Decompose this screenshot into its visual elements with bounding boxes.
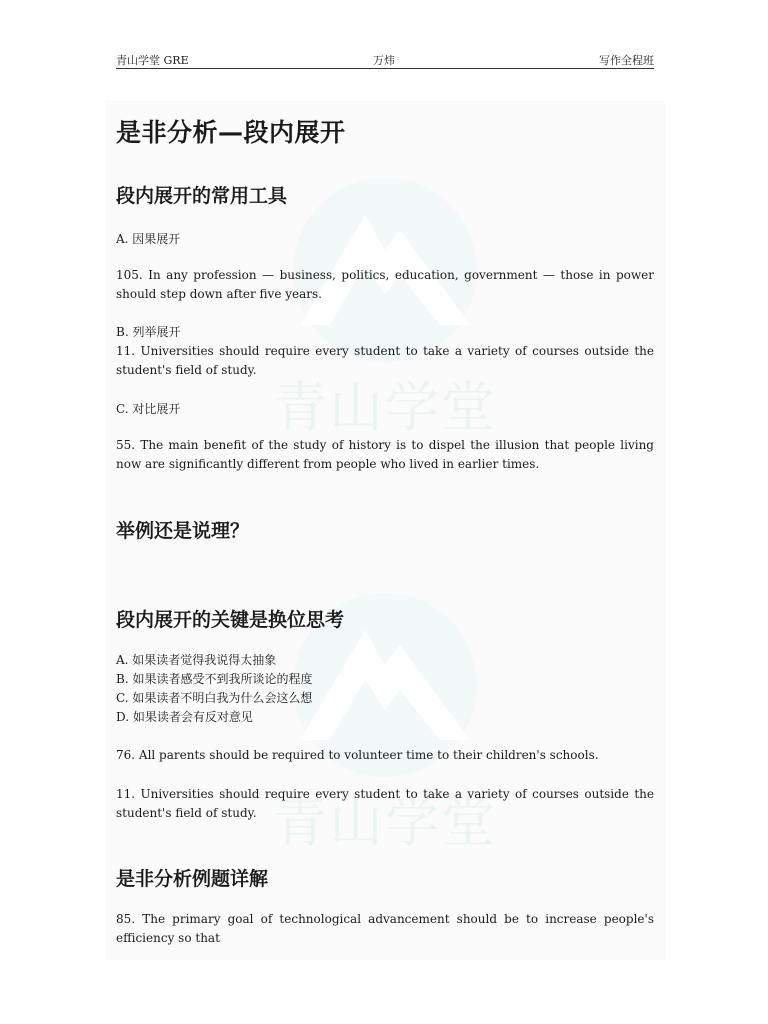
watermark-text: 青山学堂 bbox=[273, 791, 497, 854]
watermark-logo bbox=[260, 175, 510, 439]
page-title: 是非分析—段内展开 bbox=[116, 118, 346, 147]
page-header bbox=[116, 50, 654, 69]
list-label: B. 列举展开 bbox=[116, 325, 181, 339]
list-item: A. 如果读者觉得我说得太抽象 bbox=[116, 653, 277, 667]
prompt-text: 85. The primary goal of technological advancement should be to increase people's efficiency so that bbox=[116, 912, 654, 945]
list-item: D. 如果读者会有反对意见 bbox=[116, 710, 253, 724]
list-item: B. 如果读者感受不到我所谈论的程度 bbox=[116, 672, 313, 686]
header-right: 写作全程班 bbox=[599, 54, 654, 67]
section-heading: 举例还是说理？ bbox=[116, 520, 250, 542]
section-heading: 段内展开的常用工具 bbox=[116, 185, 288, 207]
watermark-text: 青山学堂 bbox=[273, 376, 497, 439]
prompt-text: 11. Universities should require every student to take a variety of courses outside the student's field of study. bbox=[116, 344, 654, 377]
prompt-text: 105. In any profession — business, politics, education, government — those in power should step down after five years. bbox=[116, 268, 654, 301]
list-item: C. 如果读者不明白我为什么会这么想 bbox=[116, 691, 313, 705]
section-heading: 是非分析例题详解 bbox=[116, 868, 269, 890]
list-label: C. 对比展开 bbox=[116, 402, 181, 416]
prompt-text: 11. Universities should require every student to take a variety of courses outside the student's field of study. bbox=[116, 787, 654, 820]
option-list bbox=[116, 651, 654, 727]
list-label: A. 因果展开 bbox=[116, 232, 181, 246]
prompt-text: 76. All parents should be required to volunteer time to their children's schools. bbox=[116, 748, 599, 762]
section-heading: 段内展开的关键是换位思考 bbox=[116, 609, 345, 631]
header-center: 万炜 bbox=[373, 54, 395, 67]
header-left: 青山学堂 GRE bbox=[116, 54, 189, 67]
prompt-text: 55. The main benefit of the study of history is to dispel the illusion that people living now are significantly different from people who lived in earlier times. bbox=[116, 438, 654, 471]
